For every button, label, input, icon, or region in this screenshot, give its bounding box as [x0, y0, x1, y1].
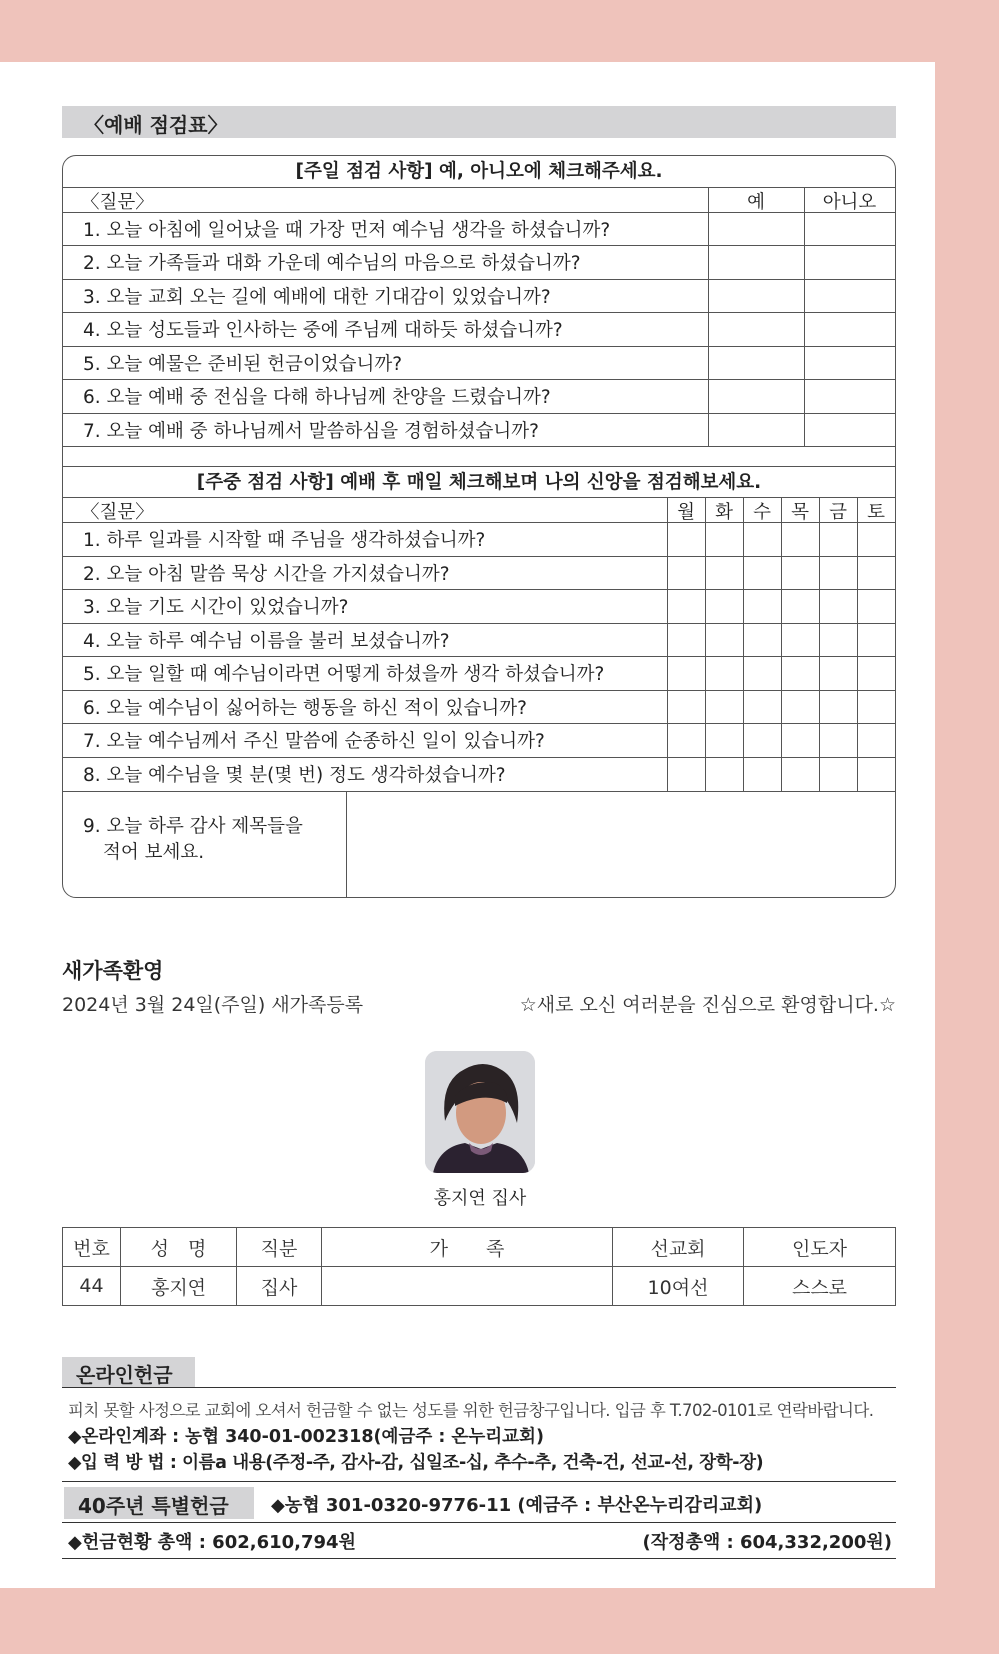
day-label-fri: 금 — [829, 502, 847, 523]
online-account: ◆온라인계좌 : 농협 340-01-002318(예금주 : 온누리교회) — [68, 1427, 544, 1447]
question-text: 8. 오늘 예수님을 몇 분(몇 번) 정도 생각하셨습니까? — [83, 765, 506, 786]
grid-line — [857, 498, 858, 792]
new-family-table — [62, 1227, 896, 1306]
sunday-question-row — [63, 414, 895, 447]
weekday-question-row — [63, 590, 895, 624]
sunday-question-row — [63, 280, 895, 313]
online-notice: 피치 못할 사정으로 교회에 오셔서 헌금할 수 없는 성도를 위한 헌금창구입니다. 입금 후 T.702-0101로 연락바랍니다. — [68, 1401, 874, 1420]
question-label: 〈질문〉 — [81, 192, 154, 213]
question-text: 6. 오늘 예수님이 싫어하는 행동을 하신 적이 있습니까? — [83, 698, 527, 719]
grid-line — [708, 188, 709, 447]
grid-line — [743, 498, 744, 792]
cell-name: 홍지연 — [121, 1267, 237, 1306]
sunday-question-row — [63, 313, 895, 347]
cell-position: 집사 — [237, 1267, 322, 1306]
no-column-label: 아니오 — [822, 192, 877, 213]
weekday-question-row — [63, 758, 895, 792]
header-family: 가 족 — [322, 1228, 613, 1267]
grid-line — [667, 498, 668, 792]
sunday-question-row — [63, 347, 895, 380]
welcome-message: ☆새로 오신 여러분을 진심으로 환영합니다.☆ — [519, 994, 896, 1016]
weekday-question-row — [63, 691, 895, 724]
day-label-wed: 수 — [753, 502, 771, 523]
day-label-mon: 월 — [677, 502, 695, 523]
cell-family — [322, 1267, 613, 1306]
question-label: 〈질문〉 — [81, 502, 154, 523]
weekday-question-row — [63, 724, 895, 758]
header-number: 번호 — [63, 1228, 121, 1267]
table-row — [63, 1267, 896, 1306]
grid-line — [705, 498, 706, 792]
day-label-tue: 화 — [715, 502, 733, 523]
header-guide: 인도자 — [744, 1228, 896, 1267]
sunday-column-header — [63, 188, 895, 213]
question-text: 2. 오늘 가족들과 대화 가운데 예수님의 마음으로 하셨습니까? — [83, 253, 581, 274]
anniversary-account: ◆농협 301-0320-9776-11 (예금주 : 부산온누리감리교회) — [271, 1495, 763, 1516]
welcome-date: 2024년 3월 24일(주일) 새가족등록 — [62, 994, 364, 1016]
question-text: 2. 오늘 아침 말씀 묵상 시간을 가지셨습니까? — [83, 564, 450, 585]
weekday-column-header — [63, 498, 895, 523]
member-portrait-icon — [425, 1051, 535, 1173]
divider — [62, 1481, 896, 1482]
question-text: 5. 오늘 일할 때 예수님이라면 어떻게 하셨을까 생각 하셨습니까? — [83, 664, 605, 685]
divider — [62, 1558, 896, 1559]
grid-line — [819, 498, 820, 792]
table-header-row — [63, 1228, 896, 1267]
cell-number: 44 — [63, 1267, 121, 1306]
day-label-thu: 목 — [791, 502, 809, 523]
grid-line — [781, 498, 782, 792]
offering-total-pledged: (작정총액 : 604,332,200원) — [642, 1532, 892, 1553]
weekday-question-row — [63, 557, 895, 590]
offering-total-current: ◆헌금현황 총액 : 602,610,794원 — [68, 1532, 356, 1553]
weekday-header: [주중 점검 사항] 예배 후 매일 체크해보며 나의 신앙을 점검해보세요. — [63, 467, 895, 498]
header-name: 성 명 — [121, 1228, 237, 1267]
divider — [62, 1387, 896, 1388]
weekday-question-row — [63, 624, 895, 657]
member-photo — [425, 1051, 535, 1173]
question-text: 1. 하루 일과를 시작할 때 주님을 생각하셨습니까? — [83, 530, 486, 551]
question-text: 4. 오늘 하루 예수님 이름을 불러 보셨습니까? — [83, 631, 450, 652]
question-text: 1. 오늘 아침에 일어났을 때 가장 먼저 예수님 생각을 하셨습니까? — [83, 220, 611, 241]
checklist-title: 〈예배 점검표〉 — [62, 106, 896, 138]
question-text: 6. 오늘 예배 중 전심을 다해 하나님께 찬양을 드렸습니까? — [83, 387, 551, 408]
question-text: 3. 오늘 기도 시간이 있었습니까? — [83, 597, 349, 618]
day-label-sat: 토 — [867, 502, 885, 523]
yes-column-label: 예 — [747, 192, 765, 213]
question-text: 5. 오늘 예물은 준비된 헌금이었습니까? — [83, 354, 403, 375]
spacer-row — [63, 447, 895, 467]
question-text: 7. 오늘 예배 중 하나님께서 말씀하심을 경험하셨습니까? — [83, 421, 539, 442]
question-text: 7. 오늘 예수님께서 주신 말씀에 순종하신 일이 있습니까? — [83, 731, 545, 752]
cell-mission: 10여선 — [613, 1267, 744, 1306]
sunday-question-row — [63, 246, 895, 280]
sunday-question-row — [63, 213, 895, 246]
cell-guide: 스스로 — [744, 1267, 896, 1306]
online-offering-tag: 온라인헌금 — [62, 1357, 195, 1387]
sunday-question-row — [63, 380, 895, 414]
divider — [62, 1522, 896, 1523]
question-text: 4. 오늘 성도들과 인사하는 중에 주님께 대하듯 하셨습니까? — [83, 320, 563, 341]
weekday-question-row — [63, 523, 895, 557]
grid-line — [804, 188, 805, 447]
header-position: 직분 — [237, 1228, 322, 1267]
sunday-header: [주일 점검 사항] 예, 아니오에 체크해주세요. — [63, 156, 895, 188]
online-input-method: ◆입 력 방 법 : 이름a 내용(주정-주, 감사-감, 십일조-십, 추수-추, 건축-건, 선교-선, 장학-장) — [68, 1453, 764, 1473]
weekday-question-row — [63, 657, 895, 691]
photo-caption: 홍지연 집사 — [433, 1188, 527, 1209]
header-mission: 선교회 — [613, 1228, 744, 1267]
question-text: 3. 오늘 교회 오는 길에 예배에 대한 기대감이 있었습니까? — [83, 287, 551, 308]
anniversary-offering-tag: 40주년 특별헌금 — [64, 1487, 254, 1519]
gratitude-prompt: 9. 오늘 하루 감사 제목들을 — [83, 816, 303, 837]
grid-line — [346, 792, 347, 898]
welcome-title: 새가족환영 — [62, 959, 164, 983]
gratitude-prompt: 적어 보세요. — [103, 842, 205, 863]
gratitude-row — [63, 792, 895, 898]
worship-checklist — [62, 155, 896, 898]
